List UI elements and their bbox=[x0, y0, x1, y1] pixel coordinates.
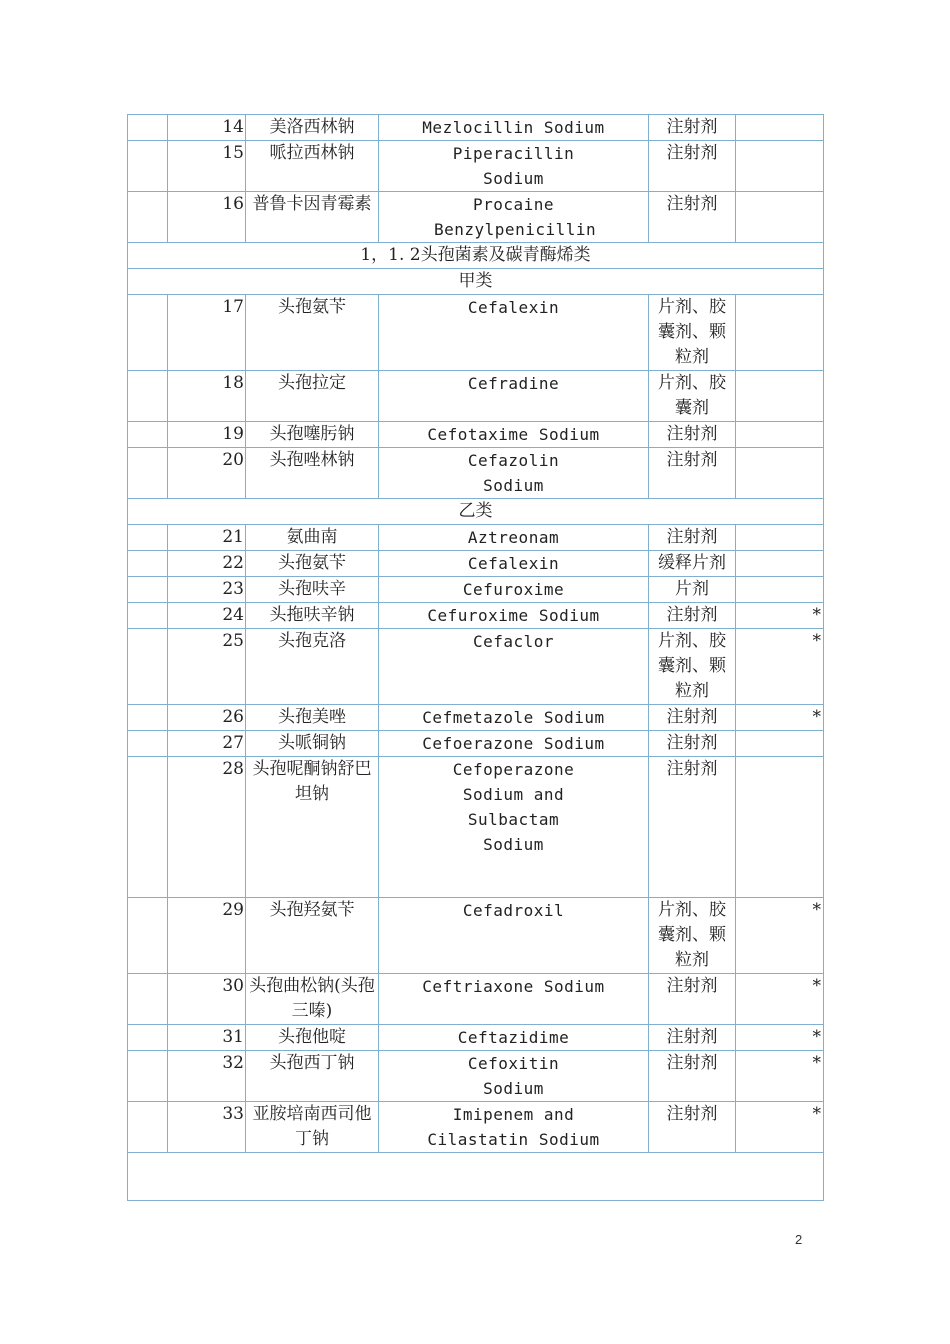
drug-chinese-name: 头孢羟氨苄 bbox=[246, 898, 379, 974]
drug-chinese-name: 头孢他啶 bbox=[246, 1025, 379, 1051]
table-row bbox=[128, 141, 824, 192]
drug-english-name: Cefaclor bbox=[379, 629, 649, 705]
blank-cell bbox=[128, 295, 168, 371]
blank-cell bbox=[128, 705, 168, 731]
remark bbox=[736, 371, 824, 422]
table-row bbox=[128, 757, 824, 898]
drug-chinese-name: 普鲁卡因青霉素 bbox=[246, 192, 379, 243]
table-row bbox=[128, 295, 824, 371]
drug-english-name: Cefuroxime Sodium bbox=[379, 603, 649, 629]
table-row bbox=[128, 525, 824, 551]
drug-number: 32 bbox=[168, 1051, 246, 1102]
page-number: 2 bbox=[795, 1232, 803, 1247]
drug-english-name: Imipenem and Cilastatin Sodium bbox=[379, 1102, 649, 1153]
table-row bbox=[128, 603, 824, 629]
blank-cell bbox=[128, 192, 168, 243]
table-row bbox=[128, 422, 824, 448]
table-row bbox=[128, 629, 824, 705]
remark: * bbox=[736, 705, 824, 731]
table-row bbox=[128, 115, 824, 141]
dosage-form: 注射剂 bbox=[649, 974, 736, 1025]
dosage-form: 注射剂 bbox=[649, 192, 736, 243]
dosage-form: 片剂、胶囊剂、颗粒剂 bbox=[649, 629, 736, 705]
drug-chinese-name: 头拖呋辛钠 bbox=[246, 603, 379, 629]
dosage-form: 注射剂 bbox=[649, 1102, 736, 1153]
table-row bbox=[128, 577, 824, 603]
drug-chinese-name: 头哌铜钠 bbox=[246, 731, 379, 757]
drug-english-name: Cefoerazone Sodium bbox=[379, 731, 649, 757]
section-row bbox=[128, 269, 824, 295]
table-row bbox=[128, 448, 824, 499]
drug-chinese-name: 头孢氨苄 bbox=[246, 295, 379, 371]
dosage-form: 注射剂 bbox=[649, 731, 736, 757]
drug-number: 22 bbox=[168, 551, 246, 577]
drug-chinese-name: 头孢拉定 bbox=[246, 371, 379, 422]
remark bbox=[736, 422, 824, 448]
drug-list-table bbox=[127, 114, 824, 1201]
drug-english-name: Cefadroxil bbox=[379, 898, 649, 974]
drug-number: 18 bbox=[168, 371, 246, 422]
drug-number: 29 bbox=[168, 898, 246, 974]
dosage-form: 注射剂 bbox=[649, 1051, 736, 1102]
remark bbox=[736, 448, 824, 499]
drug-chinese-name: 头孢曲松钠(头孢三嗪) bbox=[246, 974, 379, 1025]
drug-english-name: Cefmetazole Sodium bbox=[379, 705, 649, 731]
drug-number: 20 bbox=[168, 448, 246, 499]
dosage-form: 注射剂 bbox=[649, 1025, 736, 1051]
drug-number: 21 bbox=[168, 525, 246, 551]
blank-cell bbox=[128, 577, 168, 603]
drug-english-name: Cefradine bbox=[379, 371, 649, 422]
drug-chinese-name: 头孢西丁钠 bbox=[246, 1051, 379, 1102]
blank-cell bbox=[128, 1102, 168, 1153]
remark: * bbox=[736, 603, 824, 629]
remark bbox=[736, 551, 824, 577]
blank-cell bbox=[128, 422, 168, 448]
drug-chinese-name: 哌拉西林钠 bbox=[246, 141, 379, 192]
blank-cell bbox=[128, 141, 168, 192]
empty-row bbox=[128, 1153, 824, 1201]
drug-english-name: Piperacillin Sodium bbox=[379, 141, 649, 192]
dosage-form: 片剂、胶囊剂、颗粒剂 bbox=[649, 295, 736, 371]
dosage-form: 片剂、胶囊剂 bbox=[649, 371, 736, 422]
blank-cell bbox=[128, 551, 168, 577]
blank-cell bbox=[128, 731, 168, 757]
dosage-form: 注射剂 bbox=[649, 525, 736, 551]
drug-english-name: Cefuroxime bbox=[379, 577, 649, 603]
drug-number: 30 bbox=[168, 974, 246, 1025]
table-row bbox=[128, 192, 824, 243]
blank-cell bbox=[128, 448, 168, 499]
dosage-form: 片剂、胶囊剂、颗粒剂 bbox=[649, 898, 736, 974]
drug-english-name: Aztreonam bbox=[379, 525, 649, 551]
table-row bbox=[128, 705, 824, 731]
table-row bbox=[128, 371, 824, 422]
drug-number: 26 bbox=[168, 705, 246, 731]
drug-number: 15 bbox=[168, 141, 246, 192]
remark bbox=[736, 115, 824, 141]
drug-chinese-name: 氨曲南 bbox=[246, 525, 379, 551]
remark: * bbox=[736, 974, 824, 1025]
drug-english-name: Cefalexin bbox=[379, 551, 649, 577]
drug-number: 19 bbox=[168, 422, 246, 448]
table-row bbox=[128, 974, 824, 1025]
blank-cell bbox=[128, 1051, 168, 1102]
drug-number: 17 bbox=[168, 295, 246, 371]
blank-cell bbox=[128, 1025, 168, 1051]
drug-english-name: Ceftriaxone Sodium bbox=[379, 974, 649, 1025]
drug-chinese-name: 亚胺培南西司他丁钠 bbox=[246, 1102, 379, 1153]
remark: * bbox=[736, 1025, 824, 1051]
drug-chinese-name: 头孢克洛 bbox=[246, 629, 379, 705]
drug-number: 25 bbox=[168, 629, 246, 705]
drug-english-name: Cefoperazone Sodium and Sulbactam Sodium bbox=[379, 757, 649, 898]
remark bbox=[736, 192, 824, 243]
drug-english-name: Cefoxitin Sodium bbox=[379, 1051, 649, 1102]
blank-cell bbox=[128, 371, 168, 422]
drug-chinese-name: 美洛西林钠 bbox=[246, 115, 379, 141]
table-row bbox=[128, 731, 824, 757]
remark: * bbox=[736, 629, 824, 705]
section-heading: 1，1. 2头孢菌素及碳青酶烯类 bbox=[128, 243, 824, 269]
drug-number: 27 bbox=[168, 731, 246, 757]
blank-cell bbox=[128, 115, 168, 141]
drug-number: 31 bbox=[168, 1025, 246, 1051]
empty-cell bbox=[128, 1153, 824, 1201]
dosage-form: 注射剂 bbox=[649, 141, 736, 192]
remark: * bbox=[736, 898, 824, 974]
blank-cell bbox=[128, 757, 168, 898]
dosage-form: 注射剂 bbox=[649, 757, 736, 898]
drug-english-name: Cefotaxime Sodium bbox=[379, 422, 649, 448]
dosage-form: 注射剂 bbox=[649, 448, 736, 499]
drug-list-body bbox=[128, 115, 824, 1201]
blank-cell bbox=[128, 525, 168, 551]
drug-english-name: Procaine Benzylpenicillin bbox=[379, 192, 649, 243]
section-heading: 乙类 bbox=[128, 499, 824, 525]
remark: * bbox=[736, 1051, 824, 1102]
remark bbox=[736, 525, 824, 551]
drug-number: 33 bbox=[168, 1102, 246, 1153]
table-row bbox=[128, 898, 824, 974]
remark bbox=[736, 577, 824, 603]
remark bbox=[736, 731, 824, 757]
drug-chinese-name: 头孢氨苄 bbox=[246, 551, 379, 577]
drug-chinese-name: 头孢呢酮钠舒巴坦钠 bbox=[246, 757, 379, 898]
remark bbox=[736, 141, 824, 192]
blank-cell bbox=[128, 898, 168, 974]
table-row bbox=[128, 1025, 824, 1051]
remark bbox=[736, 757, 824, 898]
drug-number: 28 bbox=[168, 757, 246, 898]
drug-number: 16 bbox=[168, 192, 246, 243]
dosage-form: 缓释片剂 bbox=[649, 551, 736, 577]
drug-number: 14 bbox=[168, 115, 246, 141]
remark: * bbox=[736, 1102, 824, 1153]
drug-number: 24 bbox=[168, 603, 246, 629]
drug-number: 23 bbox=[168, 577, 246, 603]
section-heading: 甲类 bbox=[128, 269, 824, 295]
dosage-form: 注射剂 bbox=[649, 603, 736, 629]
dosage-form: 注射剂 bbox=[649, 705, 736, 731]
blank-cell bbox=[128, 603, 168, 629]
drug-english-name: Cefazolin Sodium bbox=[379, 448, 649, 499]
drug-chinese-name: 头孢唑林钠 bbox=[246, 448, 379, 499]
drug-chinese-name: 头孢美唑 bbox=[246, 705, 379, 731]
drug-english-name: Cefalexin bbox=[379, 295, 649, 371]
dosage-form: 注射剂 bbox=[649, 422, 736, 448]
drug-english-name: Ceftazidime bbox=[379, 1025, 649, 1051]
table-row bbox=[128, 1102, 824, 1153]
section-row bbox=[128, 499, 824, 525]
drug-chinese-name: 头孢噻肟钠 bbox=[246, 422, 379, 448]
drug-english-name: Mezlocillin Sodium bbox=[379, 115, 649, 141]
table-row bbox=[128, 1051, 824, 1102]
remark bbox=[736, 295, 824, 371]
blank-cell bbox=[128, 629, 168, 705]
blank-cell bbox=[128, 974, 168, 1025]
dosage-form: 注射剂 bbox=[649, 115, 736, 141]
drug-chinese-name: 头孢呋辛 bbox=[246, 577, 379, 603]
section-row bbox=[128, 243, 824, 269]
table-row bbox=[128, 551, 824, 577]
dosage-form: 片剂 bbox=[649, 577, 736, 603]
